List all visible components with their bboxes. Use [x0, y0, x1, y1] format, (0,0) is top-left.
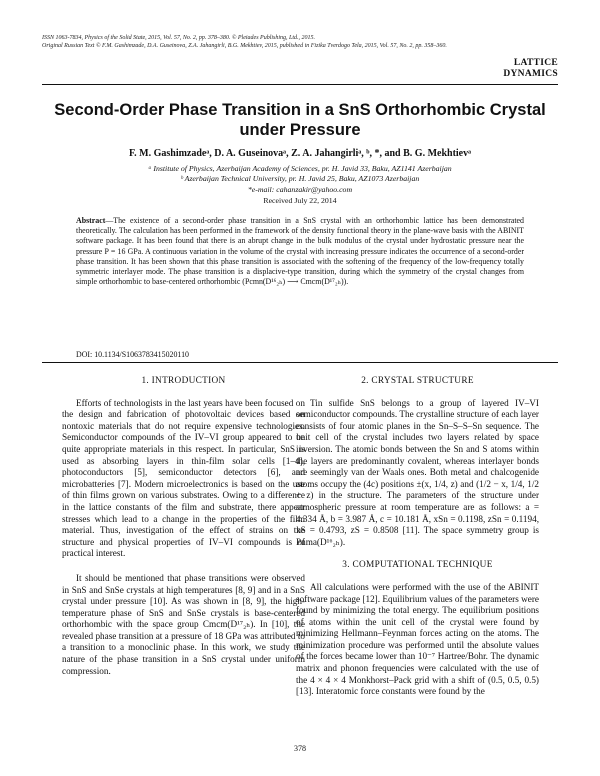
section-heading-crystal-structure: 2. CRYSTAL STRUCTURE [361, 376, 474, 386]
section-heading-introduction: 1. INTRODUCTION [141, 376, 226, 386]
affiliation-b: ᵇ Azerbaijan Technical University, pr. H. Javid 25, Baku, AZ1073 Azerbaijan [180, 174, 420, 183]
right-column [296, 376, 539, 707]
journal-header [42, 34, 562, 50]
author-list: F. M. Gashimzadeᵃ, D. A. Guseinovaᵃ, Z. A. Jahangirliᵃ, ᵇ, *, and B. G. Mekhtievᵃ [128, 148, 472, 159]
journal-header-line-1: ISSN 1063-7834, Physics of the Solid State, 2015, Vol. 57, No. 2, pp. 378–380. © Pleiades Publishing, Ltd., 2015. [42, 35, 316, 41]
abstract [76, 216, 524, 287]
received-date: Received July 22, 2014 [263, 196, 337, 205]
abstract-text: —The existence of a second-order phase transition in a SnS crystal with an orthorhombic lattice has been demonstrated theoretically. The calculation has been performed in the framework of the density functional theory in the plane-wave basis with the ABINIT software package. It has been found that there is an abrupt change in the bulk modulus of the crystal under hydrostatic pressure near the pressure P = 16 GPa. A continuous variation in the volume of the crystal with increasing pressure indicates the occurrence of a second-order phase transition. It has been shown that this phase transition is associated with the softening of the frequency of the low-frequency totally symmetric interlayer mode. The phase transition is a displacive-type transition, during which the symmetry of the crystal changes from simple orthorhombic to base-centered orthorhombic (Pcmn(D¹⁶₂ₕ) ⟶ Cmcm(D¹⁷₂ₕ)). [76, 216, 524, 287]
left-column [62, 376, 305, 686]
structure-paragraph-1: Tin sulfide SnS belongs to a group of layered IV–VI semiconductor compounds. The crystalline structure of each layer consists of four atomic planes in the Sn–S–S–Sn sequence. The unit cell of the crystal includes two layers related by space inversion. The atomic bonds between the Sn and S atoms within the layers are predominantly covalent, whereas interlayer bonds are seemingly van der Waals ones. Both metal and chalcogenide atoms occupy the (4c) positions ±(x, 1/4, z) and (1/2 − x, 1/4, 1/2 + z) in the structure. The parameters of the structure under atmospheric pressure at room temperature are as follows: a = 4.334 Å, b = 3.987 Å, c = 10.181 Å, xSn = 0.1198, zSn = 0.1194, xS = 0.4793, zS = 0.8508 [11]. The space symmetry group is Pnma(D¹⁶₂ₕ). [296, 397, 539, 547]
section-tag-line-1: LATTICE [513, 58, 558, 68]
section-heading-computational-technique: 3. COMPUTATIONAL TECHNIQUE [342, 560, 493, 571]
section-tag [503, 58, 558, 80]
paper-title: Second-Order Phase Transition in a SnS Orthorhombic Crystal under Pressure [54, 101, 546, 139]
affiliation-a: ᵃ Institute of Physics, Azerbaijan Academy of Sciences, pr. H. Javid 33, Baku, AZ1141 Azerbaijan [148, 164, 452, 173]
introduction-paragraph-2: It should be mentioned that phase transitions were observed in SnS and SnSe crystals at high temperatures [8, 9] and in a SnS crystal under pressure [10]. As was shown in [8, 9], the high-temperature phase of SnS and SnSe crystals is base-centered orthorhombic with the space group Cmcm(D¹⁷₂ₕ). In [10], the revealed phase transition at a pressure of 18 GPa was attributed to a transition to a monoclinic phase. In this work, we study the nature of the phase transition in a SnS crystal under uniform compression. [62, 572, 305, 676]
corresponding-email: *e-mail: cahanzakir@yahoo.com [247, 185, 353, 194]
method-paragraph-1: All calculations were performed with the use of the ABINIT software package [12]. Equilibrium values of the parameters were found by minimizing the total energy. The equilibrium positions of atoms within the unit cell of the crystal were found by minimizing Hellmann–Feynman forces acting on the atoms. The minimization procedure was performed until the absolute values of the forces became lower than 10⁻⁷ Hartree/Bohr. The dynamic matrix and phonon frequencies were calculated with the use of the 4 × 4 × 4 Monkhorst–Pack grid with a shift of (0.5, 0.5, 0.5) [13]. Interatomic force constants were found by the [296, 581, 539, 697]
header-rule [42, 84, 558, 85]
page-number: 378 [294, 744, 306, 753]
abstract-rule [42, 362, 558, 363]
doi: DOI: 10.1134/S1063783415020110 [76, 350, 189, 359]
section-tag-line-2: DYNAMICS [503, 69, 558, 79]
introduction-paragraph-1: Efforts of technologists in the last years have been focused on the design and fabrication of photovoltaic devices based on nontoxic materials that do not require expensive technologies. Semiconductor compounds of the IV–VI group appeared to be quite appropriate materials in this respect. In particular, SnS is used as absorbing layers in thin-film solar cells [1–4], photoconductors [5], semiconductor detectors [6], and microbatteries [7]. Modern microelectronics is based on the use of thin films grown on various substrates. Owing to a difference in the lattice constants of the film and substrate, there appear stresses which lead to a change in the properties of the film material. Thus, investigation of the effect of strains on the structure and physical properties of IV–VI compounds is of practical interest. [62, 397, 305, 559]
journal-header-line-2: Original Russian Text © F.M. Gashimzade, D.A. Guseinova, Z.A. Jahangirli, B.G. Mekhtiev, 2015, published in Fizika Tverdogo Tela, 2015, Vol. 57, No. 2, pp. 358–360. [42, 43, 447, 49]
abstract-label: Abstract [76, 216, 106, 225]
